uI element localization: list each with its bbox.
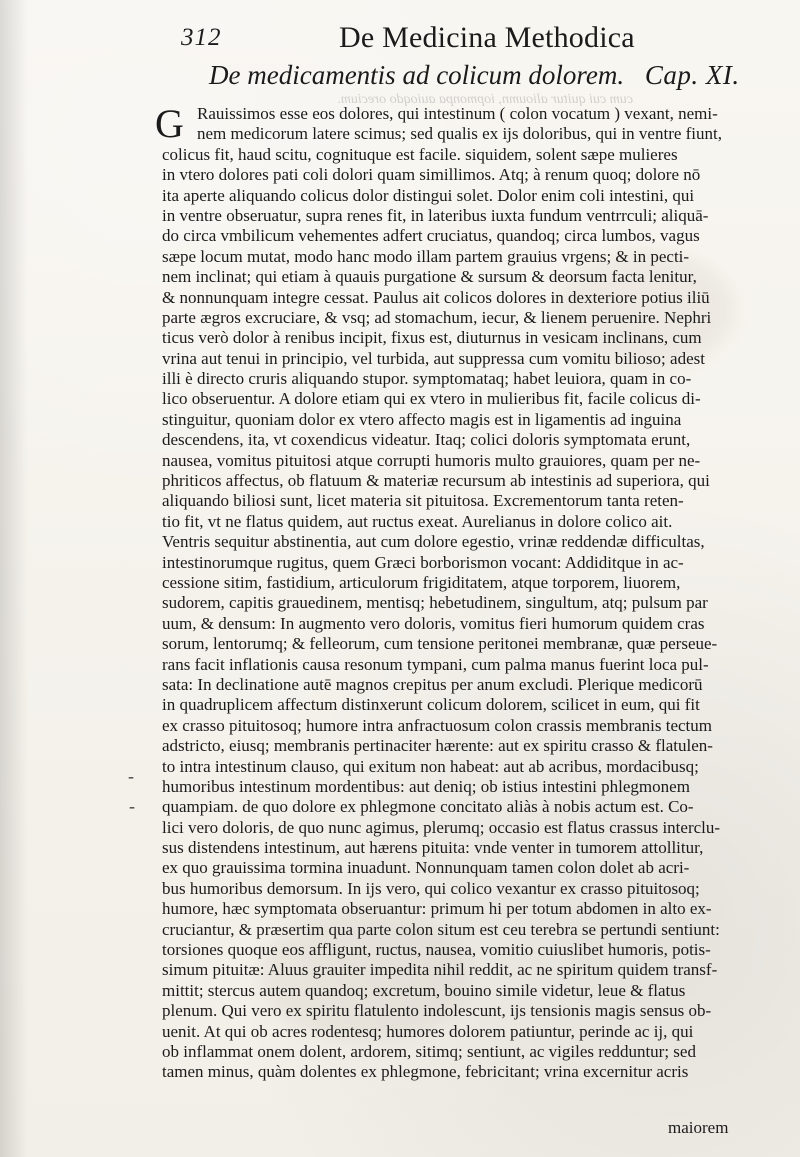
body-line: sata: In declinatione autē magnos crepitus per anum excludi. Plerique medicorū (162, 674, 703, 694)
body-line: simum pituitæ: Aluus grauiter impedita nihil reddit, ac ne spiritum quidem transf- (162, 960, 718, 980)
body-line: Rauissimos esse eos dolores, qui intestinum ( colon vocatum ) vexant, nemi- (197, 104, 718, 123)
body-line: intestinorumque rugitus, quem Græci borborismon vocant: Addiditque in ac- (162, 552, 684, 572)
body-line: sorum, lentorumq; & felleorum, cum tensione peritonei membranæ, quæ perseue- (162, 634, 718, 654)
chapter-title-text: De medicamentis ad colicum dolorem. (209, 60, 625, 90)
body-text-block (162, 104, 782, 1083)
body-line: in ventre obseruatur, supra renes fit, in lateribus iuxta fundum ventrrculi; aliquā- (162, 205, 709, 225)
body-line: cessione sitim, fastidium, articulorum frigiditatem, atque torporem, liuorem, (162, 572, 681, 592)
body-line: parte ægros excruciare, & vsq; ad stomachum, iecur, & lienem peruenire. Nephri (162, 307, 712, 327)
body-line: torsiones quoque eos affligunt, ructus, nausea, vomitio cuiuslibet humoris, potis- (162, 940, 711, 960)
body-line: nausea, vomitus pituitosi atque corrupti humoris multo grauiores, quam per ne- (162, 450, 701, 470)
body-line: vrina aut tenui in principio, vel turbida, aut suppressa cum vomitu bilioso; adest (162, 348, 705, 368)
body-line: lici vero doloris, de quo nunc agimus, plerumq; occasio est flatus crassus interclu- (162, 817, 721, 837)
body-line: cruciantur, & præsertim qua parte colon situm est ceu terebra se pertundi sentiunt: (162, 919, 720, 939)
body-line: ex quo grauissima tormina inuadunt. Nonnunquam tamen colon dolet ab acri- (162, 858, 690, 878)
body-line: bus humoribus demorsum. In ijs vero, qui colico vexantur ex crasso pituitosoq; (162, 878, 700, 898)
body-line: tamen minus, quàm dolentes ex phlegmone, febricitant; vrina excernitur acris (162, 1062, 689, 1082)
running-head: De Medicina Methodica (339, 21, 635, 54)
body-line: plenum. Qui vero ex spiritu flatulento indolescunt, ijs tensionis magis sensus ob- (162, 1001, 712, 1021)
catchword: maiorem (668, 1118, 729, 1137)
body-line: humore, hæc symptomata obseruantur: primum hi per totum abdomen in alto ex- (162, 899, 712, 919)
body-line: ex crasso pituitosoq; humore intra anfractuosum colon crassis membranis tectum (162, 715, 713, 735)
body-line: quampiam. de quo dolore ex phlegmone concitato aliàs à nobis actum est. Co- (162, 797, 694, 817)
body-line: illi è directo cruris aliquando stupor. symptomataq; habet leuiora, quam in co- (162, 369, 692, 389)
body-line: humoribus intestinum mordentibus: aut deniq; ob istius intestini phlegmonem (162, 776, 690, 796)
body-line: to intra intestinum clauso, qui exitum non habeat: aut ab acribus, mordacibusq; (162, 756, 699, 776)
body-line: nem inclinat; qui etiam à quauis purgatione & sursum & deorsum facta lenitur, (162, 267, 697, 287)
body-line: uum, & densum: In augmento vero doloris, vomitus fieri humorum quidem cras (162, 613, 705, 633)
body-line: ob inflammat onem dolent, ardorem, sitimq; sentiunt, ac vigiles redduntur; sed (162, 1041, 696, 1061)
body-line: & nonnunquam integre cessat. Paulus ait colicos dolores in dexteriore potius iliū (162, 287, 710, 307)
body-line: mittit; stercus autem quandoq; excretum, bouino simile videtur, leue & flatus (162, 980, 686, 1000)
body-line: ticus verò dolor à renibus incipit, fixus est, diuturnus in vesicam inclinans, cum (162, 328, 702, 348)
body-line: do circa vmbilicum vehementes adfert cruciatus, quandoq; circa lumbos, vagus (162, 226, 700, 246)
margin-mark: - (129, 796, 135, 816)
body-line: nem medicorum latere scimus; sed qualis ex ijs doloribus, qui in ventre fiunt, (197, 124, 723, 144)
body-line: Ventris sequitur abstinentia, aut cum dolore egestio, vrinæ reddendæ difficultas, (162, 532, 705, 552)
margin-mark: - (128, 766, 134, 786)
body-line: in quadruplicem affectum distinxerunt colicum dolorem, scilicet in eum, qui fit (162, 695, 700, 715)
body-line: rans facit inflationis causa resonum tympani, cum palma manus fuerint loca pul- (162, 654, 709, 674)
body-line: colicus fit, haud scitu, cognituque est facile. siquidem, solent sæpe mulieres (162, 144, 678, 164)
body-line: sæpe locum mutat, modo hanc modo illam partem grauius vrgens; & in pecti- (162, 246, 690, 266)
page-number: 312 (181, 24, 222, 51)
body-line: sudorem, capitis grauedinem, mentisq; hebetudinem, singultum, atq; pulsum par (162, 593, 708, 613)
drop-cap-initial: G (155, 101, 184, 146)
body-line: descendens, ita, vt coxendicus videatur. Itaq; colici doloris symptomata erunt, (162, 430, 691, 450)
body-line: stinguitur, quoniam dolor ex vtero affecto magis est in ligamentis ad inguina (162, 409, 682, 429)
body-line: in vtero dolores pati coli dolori quam simillimos. Atq; à renum quoq; dolore nō (162, 165, 701, 185)
body-line: adstricto, eiusq; membranis pertinaciter hærente: aut ex spiritu crasso & flatulen- (162, 736, 713, 756)
body-line: tio fit, vt ne flatus quidem, aut ructus exeat. Aurelianus in dolore colico ait. (162, 511, 673, 531)
show-through-text: cum cui quitur alioumn, iopmonpa auioqdo orecium. (337, 92, 633, 107)
body-line: phriticos affectus, ob flatuum & materiæ recursum ab intestinis ad superiora, qui (162, 471, 710, 491)
left-edge-shadow (0, 0, 28, 1157)
body-line: aliquando biliosi sunt, licet materia sit pituitosa. Excrementorum tanta reten- (162, 491, 684, 511)
body-line: sus distendens intestinum, aut hærens pituita: vnde venter in tumorem attollitur, (162, 838, 704, 858)
chapter-label: Cap. XI. (644, 60, 740, 90)
body-line: uenit. At qui ob acres rodentesq; humores dolorem patiuntur, perinde ac ij, qui (162, 1021, 694, 1041)
body-line: lico obseruentur. A dolore etiam qui ex vtero in mulieribus fit, facile colicus di- (162, 389, 701, 409)
body-line: ita aperte aliquando colicus dolor distingui solet. Dolor enim coli intestini, qui (162, 185, 695, 205)
chapter-title (209, 60, 740, 91)
